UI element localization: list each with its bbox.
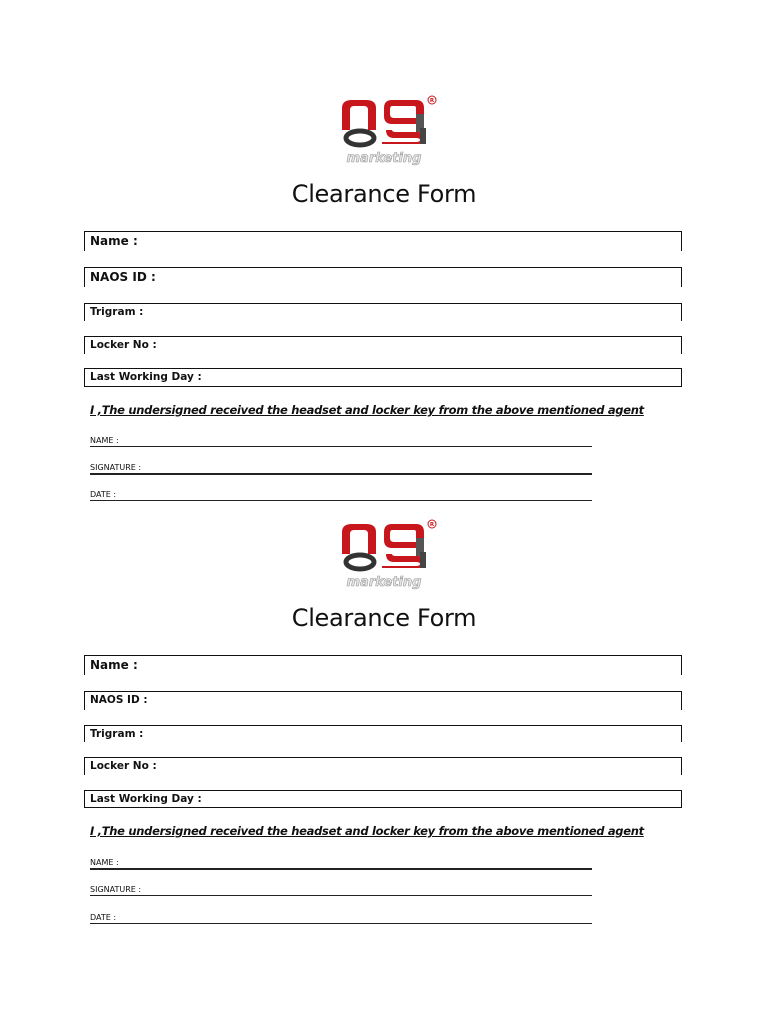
locker-no-field[interactable] (84, 757, 682, 775)
last-working-day-label: Last Working Day : (90, 793, 202, 805)
signature-line[interactable] (90, 881, 592, 896)
name-field[interactable] (84, 655, 682, 675)
locker-no-label: Locker No : (90, 339, 157, 351)
locker-no-label: Locker No : (90, 760, 157, 772)
logo-wordmark: marketing (346, 575, 422, 590)
trigram-label: Trigram : (90, 728, 144, 740)
naos-id-label: NAOS ID : (90, 694, 148, 706)
name-label: Name : (90, 234, 138, 248)
sig-name-label: NAME : (90, 436, 119, 445)
page-title: Clearance Form (291, 604, 477, 632)
trigram-field[interactable] (84, 725, 682, 742)
last-working-day-field[interactable] (84, 790, 682, 808)
sig-signature-label: SIGNATURE : (90, 885, 142, 894)
acknowledgement-statement: I ,The undersigned received the headset and locker key from the above mentioned agent (90, 403, 644, 417)
name-signature-line[interactable] (90, 854, 592, 870)
acknowledgement-statement: I ,The undersigned received the headset and locker key from the above mentioned agent (90, 824, 644, 838)
date-line[interactable] (90, 486, 592, 501)
trigram-label: Trigram : (90, 306, 144, 318)
svg-text:R: R (429, 522, 435, 529)
naos-id-label: NAOS ID : (90, 270, 156, 284)
logo-wordmark: marketing (346, 151, 422, 166)
date-line[interactable] (90, 909, 592, 924)
sig-date-label: DATE : (90, 913, 117, 922)
naos-id-field[interactable] (84, 691, 682, 710)
last-working-day-label: Last Working Day : (90, 371, 202, 383)
sig-name-label: NAME : (90, 858, 119, 867)
sig-signature-label: SIGNATURE : (90, 463, 142, 472)
name-label: Name : (90, 658, 138, 672)
svg-text:R: R (429, 98, 435, 105)
page-title: Clearance Form (291, 180, 477, 208)
signature-line[interactable] (90, 459, 592, 475)
name-signature-line[interactable] (90, 432, 592, 447)
naos-logo-icon (336, 518, 440, 590)
sig-date-label: DATE : (90, 490, 117, 499)
